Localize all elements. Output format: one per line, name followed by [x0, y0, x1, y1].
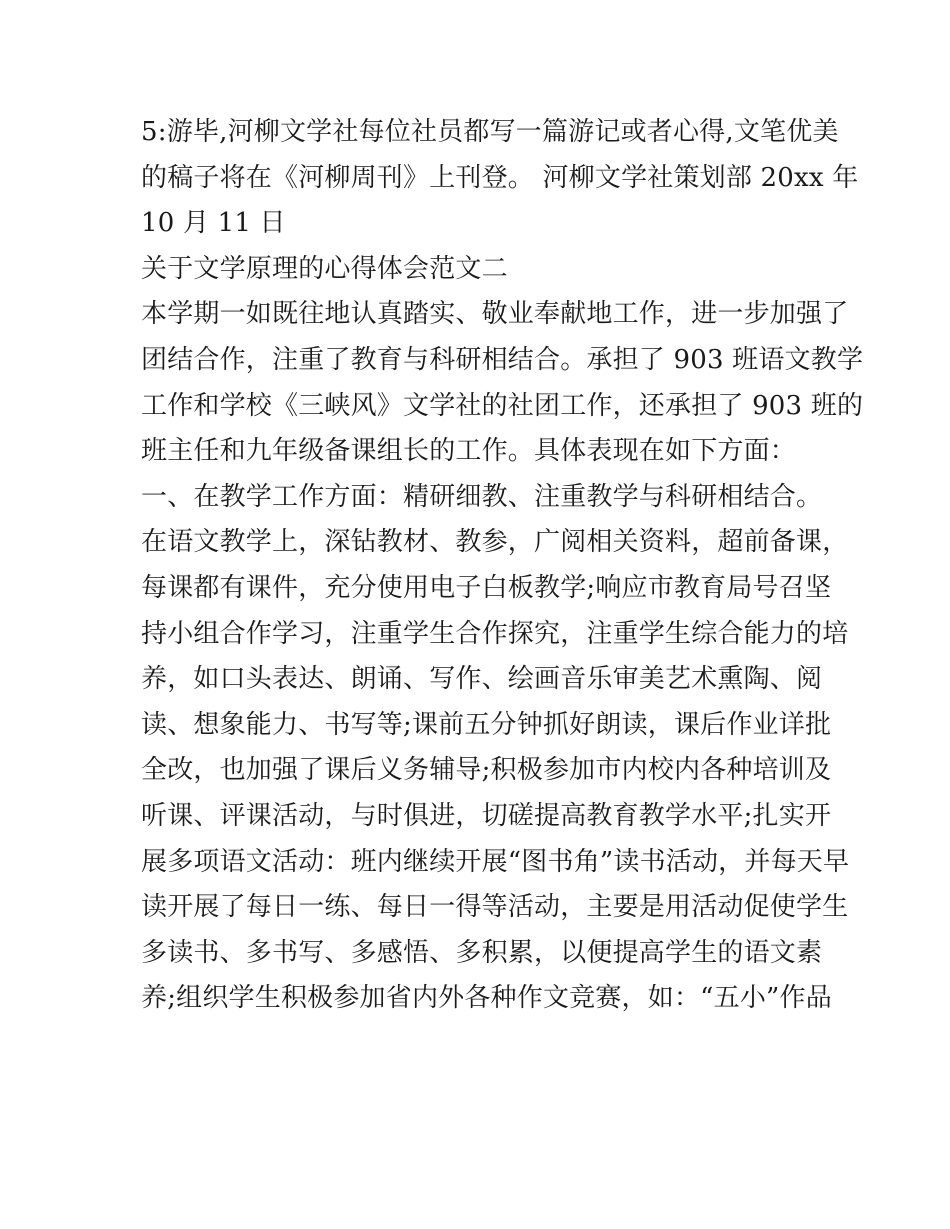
text-line: 在语文教学上，深钻教材、教参，广阅相关资料，超前备课，	[141, 527, 849, 558]
document-body	[141, 110, 864, 1022]
text-line: 的稿子将在《河柳周刊》上刊登。 河柳文学社策划部 20xx 年	[141, 162, 859, 193]
text-line: 团结合作，注重了教育与科研相结合。承担了 903 班语文教学	[141, 344, 864, 375]
text-line: 工作和学校《三峡风》文学社的社团工作，还承担了 903 班的	[141, 390, 864, 421]
text-line: 5:游毕,河柳文学社每位社员都写一篇游记或者心得,文笔优美	[141, 117, 839, 147]
section-heading: 关于文学原理的心得体会范文二	[141, 253, 508, 284]
text-line: 班主任和九年级备课组长的工作。具体表现在如下方面：	[141, 436, 797, 467]
text-line: 全改，也加强了课后义务辅导;积极参加市内校内各种培训及	[141, 755, 832, 786]
text-line: 养，如口头表达、朗诵、写作、绘画音乐审美艺术熏陶、阅	[141, 664, 823, 695]
text-line: 10 月 11 日	[141, 208, 286, 239]
text-line: 展多项语文活动：班内继续开展“图书角”读书活动，并每天早	[141, 846, 850, 877]
text-line: 听课、评课活动，与时俱进，切磋提高教育教学水平;扎实开	[141, 800, 832, 831]
text-line: 持小组合作学习，注重学生合作探究，注重学生综合能力的培	[141, 618, 849, 649]
text-line: 读开展了每日一练、每日一得等活动，主要是用活动促使学生	[141, 892, 849, 923]
subsection-heading: 一、在教学工作方面：精研细教、注重教学与科研相结合。	[141, 481, 823, 512]
text-line: 养;组织学生积极参加省内外各种作文竞赛，如：“五小”作品	[141, 983, 832, 1014]
text-line: 读、想象能力、书写等;课前五分钟抓好朗读，课后作业详批	[141, 709, 832, 740]
text-line: 本学期一如既往地认真踏实、敬业奉献地工作，进一步加强了	[141, 299, 849, 330]
text-line: 每课都有课件，充分使用电子白板教学;响应市教育局号召坚	[141, 572, 832, 603]
text-line: 多读书、多书写、多感悟、多积累，以便提高学生的语文素	[141, 937, 823, 968]
